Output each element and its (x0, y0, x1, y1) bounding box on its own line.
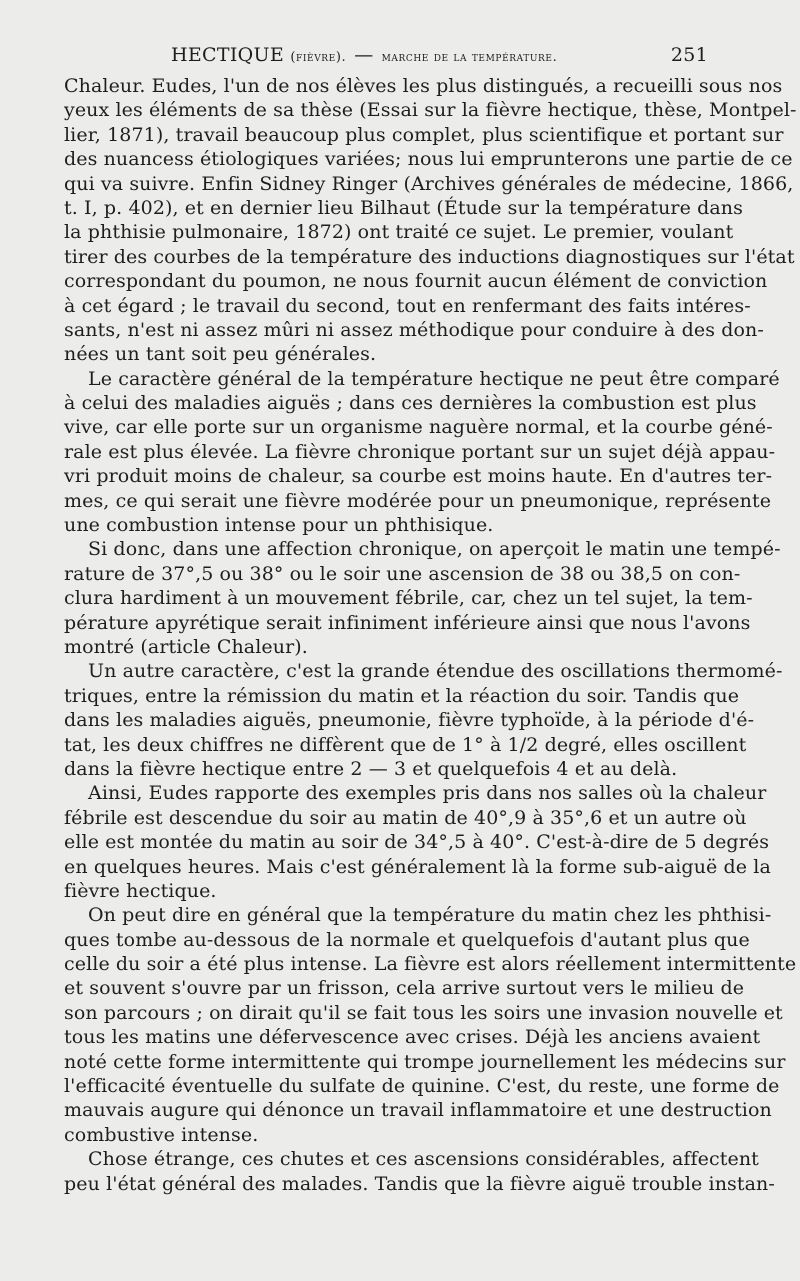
text-line: mauvais augure qui dénonce un travail inflammatoire et une destruction (64, 1099, 772, 1122)
text-line: lier, 1871), travail beaucoup plus complet, plus scientifique et portant sur (64, 123, 784, 146)
paragraph-strange-thing (64, 1147, 775, 1196)
text-line: dans la fièvre hectique entre 2 — 3 et quelquefois 4 et au delà. (64, 757, 678, 780)
text-line: son parcours ; on dirait qu'il se fait tous les soirs une invasion nouvelle et (64, 1001, 783, 1024)
text-line: à celui des maladies aiguës ; dans ces dernières la combustion est plus (64, 392, 757, 415)
text-line: l'efficacité éventuelle du sulfate de quinine. C'est, du reste, une forme de (64, 1075, 780, 1098)
title-main: HECTIQUE (171, 44, 285, 66)
header-dash: — (354, 44, 374, 66)
running-header (64, 44, 708, 74)
text-line: triques, entre la rémission du matin et la réaction du soir. Tandis que (64, 684, 740, 707)
text-line: sants, n'est ni assez mûri ni assez méthodique pour conduire à des don- (64, 318, 764, 341)
text-line: t. I, p. 402), et en dernier lieu Bilhaut (Étude sur la température dans (64, 196, 743, 219)
text-line: Un autre caractère, c'est la grande étendue des oscillations thermomé- (88, 660, 783, 683)
text-line: fièvre hectique. (64, 879, 217, 902)
text-line: vri produit moins de chaleur, sa courbe est moins haute. En d'autres ter- (64, 465, 773, 488)
text-line: vive, car elle porte sur un organisme naguère normal, et la courbe géné- (64, 416, 773, 439)
text-line: dans les maladies aiguës, pneumonie, fièvre typhoïde, à la période d'é- (64, 709, 755, 732)
text-line: rature de 37°,5 ou 38° ou le soir une ascension de 38 ou 38,5 on con- (64, 562, 741, 585)
text-line: Le caractère général de la température hectique ne peut être comparé (88, 367, 780, 390)
text-line: une combustion intense pour un phthisique. (64, 514, 494, 537)
paragraph-chaleur-sources (64, 74, 797, 367)
text-line: yeux les éléments de sa thèse (Essai sur la fièvre hectique, thèse, Montpel- (64, 99, 797, 122)
paragraph-chronic-affection (64, 537, 781, 659)
text-line: nées un tant soit peu générales. (64, 343, 377, 366)
text-line: celle du soir a été plus intense. La fièvre est alors réellement intermittente (64, 953, 797, 976)
running-title (171, 44, 346, 66)
paragraph-general-character (64, 367, 780, 538)
text-line: et souvent s'ouvre par un frisson, cela arrive surtout vers le milieu de (64, 977, 745, 1000)
paragraph-morning-temperature (64, 903, 797, 1147)
title-paren: (fièvre). (290, 50, 347, 65)
text-line: montré (article Chaleur). (64, 635, 308, 658)
text-line: rale est plus élevée. La fièvre chronique portant sur un sujet déjà appau- (64, 440, 776, 463)
text-line: Chaleur. Eudes, l'un de nos élèves les plus distingués, a recueilli sous nos (64, 75, 783, 97)
text-line: à cet égard ; le travail du second, tout en renfermant des faits intéres- (64, 294, 751, 317)
text-line: tous les matins une défervescence avec crises. Déjà les anciens avaient (64, 1026, 761, 1049)
text-line: clura hardiment à un mouvement fébrile, car, chez un tel sujet, la tem- (64, 587, 753, 610)
text-line: peu l'état général des malades. Tandis que la fièvre aiguë trouble instan- (64, 1172, 775, 1195)
text-line: tirer des courbes de la température des inductions diagnostiques sur l'état (64, 245, 795, 268)
text-line: On peut dire en général que la température du matin chez les phthisi- (88, 904, 772, 927)
text-line: Si donc, dans une affection chronique, on aperçoit le matin une tempé- (88, 538, 781, 561)
page-number: 251 (670, 44, 708, 66)
text-line: des nuancess étiologiques variées; nous lui emprunterons une partie de ce (64, 148, 793, 171)
text-line: combustive intense. (64, 1123, 259, 1146)
section-title: marche de la température. (381, 50, 558, 65)
text-line: la phthisie pulmonaire, 1872) ont traité ce sujet. Le premier, voulant (64, 221, 734, 244)
text-line: Chose étrange, ces chutes et ces ascensions considérables, affectent (88, 1148, 759, 1171)
text-line: tat, les deux chiffres ne diffèrent que de 1° à 1/2 degré, elles oscillent (64, 733, 747, 756)
text-line: ques tombe au-dessous de la normale et quelquefois d'autant plus que (64, 928, 750, 951)
text-line: pérature apyrétique serait infiniment inférieure ainsi que nous l'avons (64, 611, 751, 634)
page-body (64, 74, 797, 1196)
text-line: fébrile est descendue du soir au matin de 40°,9 à 35°,6 et un autre où (64, 806, 747, 829)
paragraph-eudes-examples (64, 781, 771, 903)
text-line: elle est montée du matin au soir de 34°,5 à 40°. C'est-à-dire de 5 degrés (64, 831, 770, 854)
text-line: qui va suivre. Enfin Sidney Ringer (Archives générales de médecine, 1866, (64, 172, 794, 195)
text-line: correspondant du poumon, ne nous fournit aucun élément de conviction (64, 270, 768, 293)
text-line: noté cette forme intermittente qui trompe journellement les médecins sur (64, 1050, 786, 1073)
text-line: mes, ce qui serait une fièvre modérée pour un pneumonique, représente (64, 489, 772, 512)
paragraph-oscillations (64, 659, 783, 781)
text-line: en quelques heures. Mais c'est généralement là la forme sub-aiguë de la (64, 855, 771, 878)
text-line: Ainsi, Eudes rapporte des exemples pris dans nos salles où la chaleur (88, 782, 767, 805)
